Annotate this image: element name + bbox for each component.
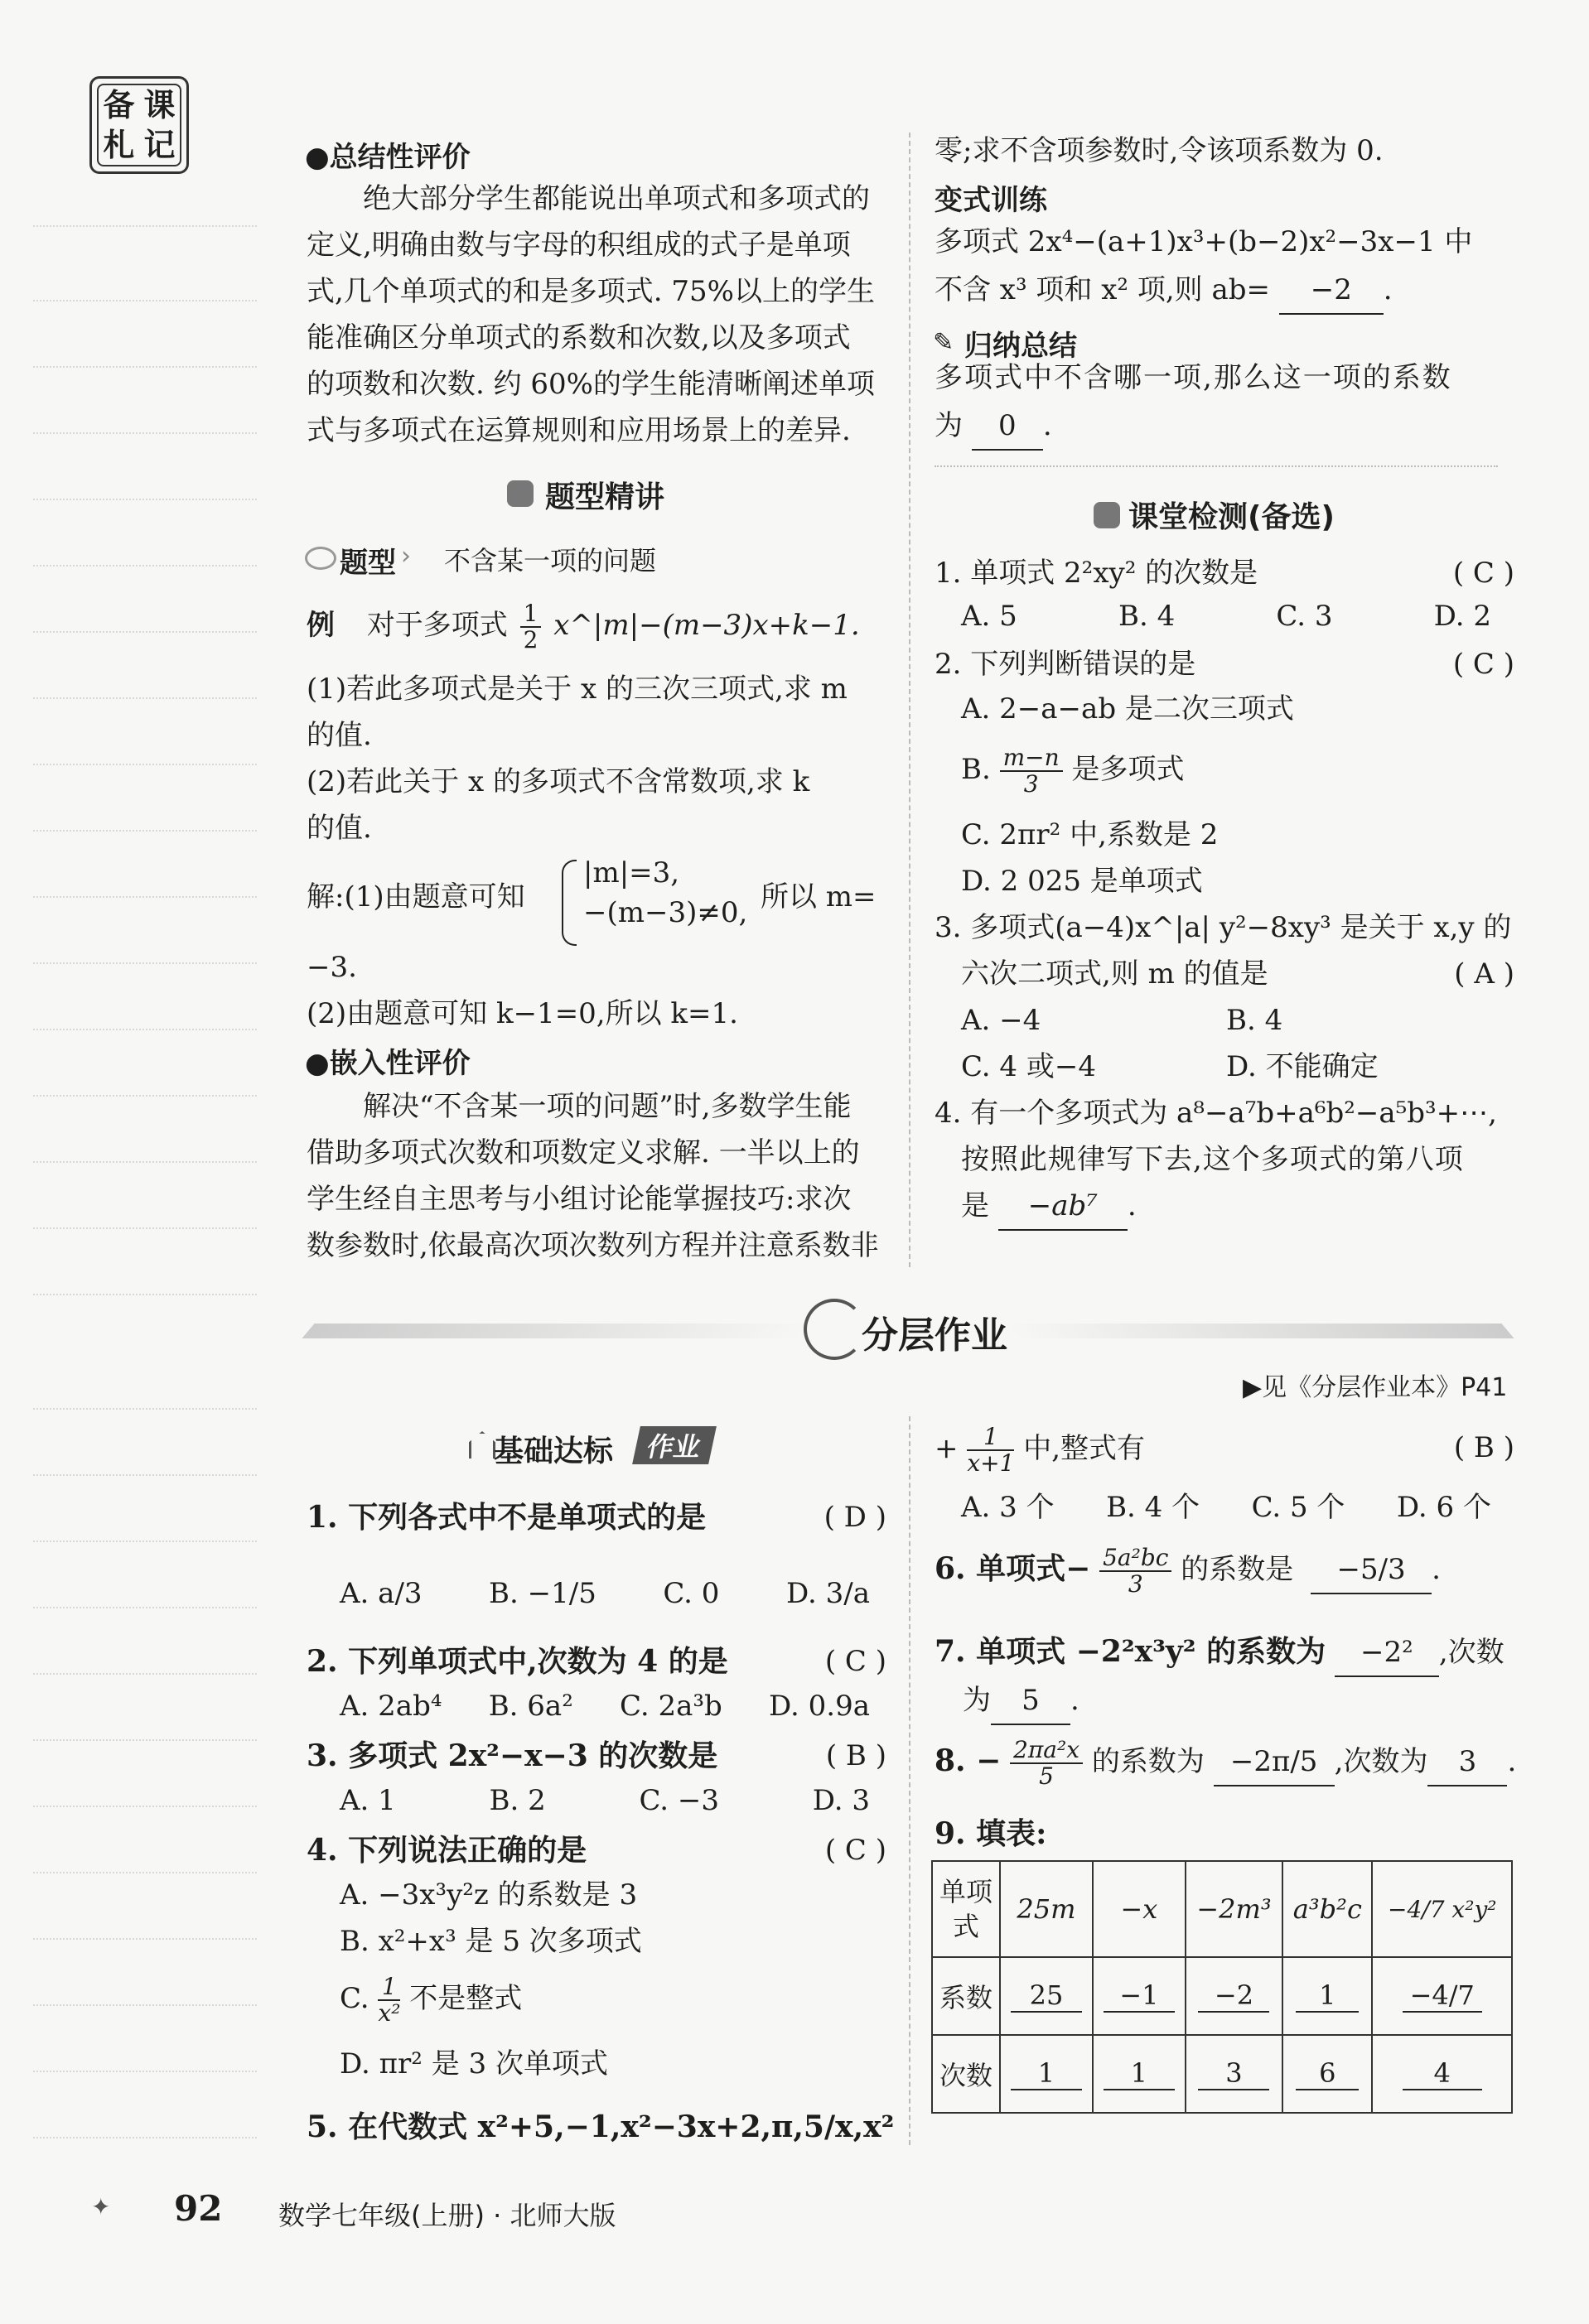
star-icon: ✦: [91, 2193, 111, 2220]
column-divider: [909, 133, 910, 1267]
table-answer: 4: [1403, 2057, 1482, 2090]
hw-q8: 8. − $\frac{\text{2πa²x}}{5}$ 的系数为 −2π/5 ,次数为 3 .: [935, 1736, 1517, 1790]
stamp-char: 备: [103, 87, 135, 123]
hw-q5-cont: + $\frac{1}{x+1}$ 中,整式有 ( B ): [935, 1423, 1514, 1477]
swirl-icon: [804, 1299, 865, 1360]
table-answer: −2: [1198, 1979, 1269, 2013]
homework-reference: ▶见《分层作业本》P41: [1243, 1373, 1508, 1402]
fraction-half: $\frac{1}{2}$: [520, 601, 542, 653]
summary-line: 式与多项式在运算规则和应用场景上的差异.: [307, 414, 851, 447]
induction-line-1: 多项式中不含哪一项,那么这一项的系数: [935, 361, 1452, 394]
hw-q2-options: A. 2ab⁴ B. 6a² C. 2a³b D. 0.9a: [340, 1690, 870, 1723]
table-answer: 25: [1011, 1979, 1082, 2013]
check-q2-c: C. 2πr² 中,系数是 2: [961, 818, 1219, 851]
summary-line: 定义,明确由数与字母的积组成的式子是单项: [307, 229, 851, 262]
embed-eval-title: ●嵌入性评价: [305, 1047, 471, 1080]
hw-q1: 1. 下列各式中不是单项式的是 ( D ): [307, 1500, 886, 1535]
table-cell: 25m: [1000, 1861, 1093, 1957]
check-q2-d: D. 2 025 是单项式: [961, 865, 1203, 898]
summary-eval-title: ●总结性评价: [305, 141, 471, 174]
solution-part-2: (2)由题意可知 k−1=0,所以 k=1.: [307, 997, 738, 1030]
brace: [562, 860, 577, 946]
basic-tag: 作业: [632, 1426, 717, 1464]
variant-line-1: 多项式 2x⁴−(a+1)x³+(b−2)x²−3x−1 中: [935, 225, 1473, 258]
solution-suffix: 所以 m=: [761, 880, 877, 914]
page-number: 92: [174, 2188, 223, 2229]
induction-line-2: 为 0 .: [935, 403, 1052, 451]
hw-q4: 4. 下列说法正确的是 ( C ): [307, 1833, 886, 1868]
basic-title: 基础达标: [494, 1434, 614, 1468]
table-header: 单项式: [932, 1861, 1000, 1957]
table-header: 系数: [932, 1957, 1000, 2035]
table-answer: 1: [1296, 1979, 1359, 2013]
type-name: 不含某一项的问题: [444, 545, 657, 576]
chevron-right-icon: ›: [401, 542, 411, 571]
variant-line-2: 不含 x³ 项和 x² 项,则 ab= −2 .: [935, 267, 1393, 315]
check-q4-answer: −ab⁷: [998, 1183, 1128, 1231]
hw-q7-answer-2: 5: [991, 1677, 1070, 1725]
embed-eval-text: 解决“不含某一项的问题”时,多数学生能 借助多项式次数和项数定义求解. 一半以上的 学生经自主思考与小组讨论能掌握技巧:求次 数参数时,依最高次项次数列方程并注意系数非: [307, 1090, 879, 1262]
hw-q7-answer: −2²: [1335, 1629, 1439, 1677]
stamp-char: 课: [143, 87, 176, 123]
check-q2: 2. 下列判断错误的是 ( C ): [935, 648, 1514, 681]
table-row: [932, 1957, 1512, 2035]
variant-title: 变式训练: [935, 184, 1047, 217]
hw-q7: 7. 单项式 −2²x³y² 的系数为 −2² ,次数 为 5 .: [935, 1628, 1531, 1725]
example-statement: 例 对于多项式 $\frac{1}{2}$ x^|m|−(m−3)x+k−1.: [307, 600, 860, 653]
book-title: 数学七年级(上册) · 北师大版: [278, 2200, 616, 2231]
hw-q6: 6. 单项式− $\frac{\text{5a²bc}}{3}$ 的系数是 −5/3 .: [935, 1544, 1441, 1598]
solution-result: −3.: [307, 951, 357, 984]
stamp-char: 札: [103, 127, 135, 163]
question-2: (2)若此关于 x 的多项式不含常数项,求 k 的值.: [307, 765, 810, 845]
hw-q3: 3. 多项式 2x²−x−3 的次数是 ( B ): [307, 1738, 886, 1773]
question-1: (1)若此多项式是关于 x 的三次三项式,求 m 的值.: [307, 673, 848, 752]
summary-line: 的项数和次数. 约 60%的学生能清晰阐述单项: [307, 368, 875, 401]
induction-title: 归纳总结: [964, 330, 1077, 363]
check-q1: 1. 单项式 2²xy² 的次数是 ( C ): [935, 557, 1514, 590]
summary-eval-text: [307, 176, 886, 454]
variant-answer: −2: [1279, 267, 1384, 315]
table-cell: −4/7 x²y²: [1372, 1861, 1512, 1957]
check-q2-b: B. $\frac{m-n}{3}$ 是多项式: [961, 744, 1185, 798]
section-title-type-lecture: 题型精讲: [545, 480, 665, 514]
dotted-divider: [935, 465, 1498, 467]
check-q3-options: A. −4 B. 4 C. 4 或−4 D. 不能确定: [961, 1004, 1379, 1083]
homework-title: 分层作业: [862, 1314, 1007, 1357]
hw-q8-answer-2: 3: [1427, 1738, 1507, 1786]
check-q3: 3. 多项式(a−4)x^|a| y²−8xy³ 是关于 x,y 的 六次二项式,则 m 的值是 ( A ): [935, 911, 1514, 991]
table-cell: −2m³: [1186, 1861, 1282, 1957]
check-q1-options: A. 5 B. 4 C. 3 D. 2: [961, 600, 1491, 633]
table-row: [932, 2035, 1512, 2113]
house-icon: [469, 1431, 495, 1459]
table-answer: 1: [1011, 2057, 1082, 2090]
table-cell: −x: [1093, 1861, 1186, 1957]
hw-q5: 5. 在代数式 x²+5,−1,x²−3x+2,π,5/x,x²: [307, 2109, 895, 2144]
check-q2-a: A. 2−a−ab 是二次三项式: [961, 692, 1294, 726]
table-answer: 3: [1198, 2057, 1269, 2090]
fill-table: [931, 1860, 1513, 2114]
type-label: 题型: [340, 547, 396, 580]
table-answer: −4/7: [1403, 1979, 1482, 2013]
table-answer: −1: [1104, 1979, 1175, 2013]
pencil-icon: ✎: [933, 328, 954, 357]
section-icon: [507, 480, 534, 507]
table-answer: 6: [1296, 2057, 1359, 2090]
table-row: [932, 1861, 1512, 1957]
induction-answer: 0: [972, 403, 1043, 451]
hw-q4-d: D. πr² 是 3 次单项式: [340, 2047, 608, 2081]
stamp-char: 记: [143, 127, 176, 163]
summary-line: 绝大部分学生都能说出单项式和多项式的: [363, 182, 870, 215]
table-header: 次数: [932, 2035, 1000, 2113]
summary-line: 式,几个单项式的和是多项式. 75%以上的学生: [307, 275, 875, 308]
summary-line: 能准确区分单项式的系数和次数,以及多项式: [307, 321, 851, 354]
leaf-icon: [305, 547, 336, 570]
hw-q2: 2. 下列单项式中,次数为 4 的是 ( C ): [307, 1644, 886, 1679]
hw-q1-options: A. a/3 B. −1/5 C. 0 D. 3/a: [340, 1577, 870, 1610]
column-divider: [909, 1416, 910, 2145]
solution-prefix: 解:(1)由题意可知: [307, 880, 525, 914]
hw-q4-b: B. x²+x³ 是 5 次多项式: [340, 1925, 642, 1958]
note-stamp: [89, 76, 189, 174]
hw-q4-c: C. $\frac{1}{\text{x²}}$ 不是整式: [340, 1973, 523, 2027]
hw-q3-options: A. 1 B. 2 C. −3 D. 3: [340, 1784, 870, 1817]
banner-bar-right: [1004, 1324, 1514, 1338]
class-check-title: 课堂检测(备选): [1128, 500, 1335, 534]
hw-q5-options: A. 3 个 B. 4 个 C. 5 个 D. 6 个: [961, 1491, 1491, 1524]
hw-q4-a: A. −3x³y²z 的系数是 3: [340, 1878, 638, 1912]
hw-q9: 9. 填表:: [935, 1816, 1047, 1851]
equation-system: |m|=3, −(m−3)≠0,: [583, 856, 748, 929]
check-q4: 4. 有一个多项式为 a⁸−a⁷b+a⁶b²−a⁵b³+⋯, 按照此规律写下去,这个多项式的第八项 是 −ab⁷ .: [935, 1090, 1531, 1231]
hw-q8-answer: −2π/5: [1214, 1738, 1335, 1786]
hw-q6-answer: −5/3: [1311, 1546, 1432, 1594]
continued-text: 零;求不含项参数时,令该项系数为 0.: [935, 134, 1384, 167]
table-cell: a³b²c: [1282, 1861, 1372, 1957]
banner-bar-left: [302, 1324, 811, 1338]
check-icon: [1094, 502, 1120, 528]
table-answer: 1: [1104, 2057, 1175, 2090]
